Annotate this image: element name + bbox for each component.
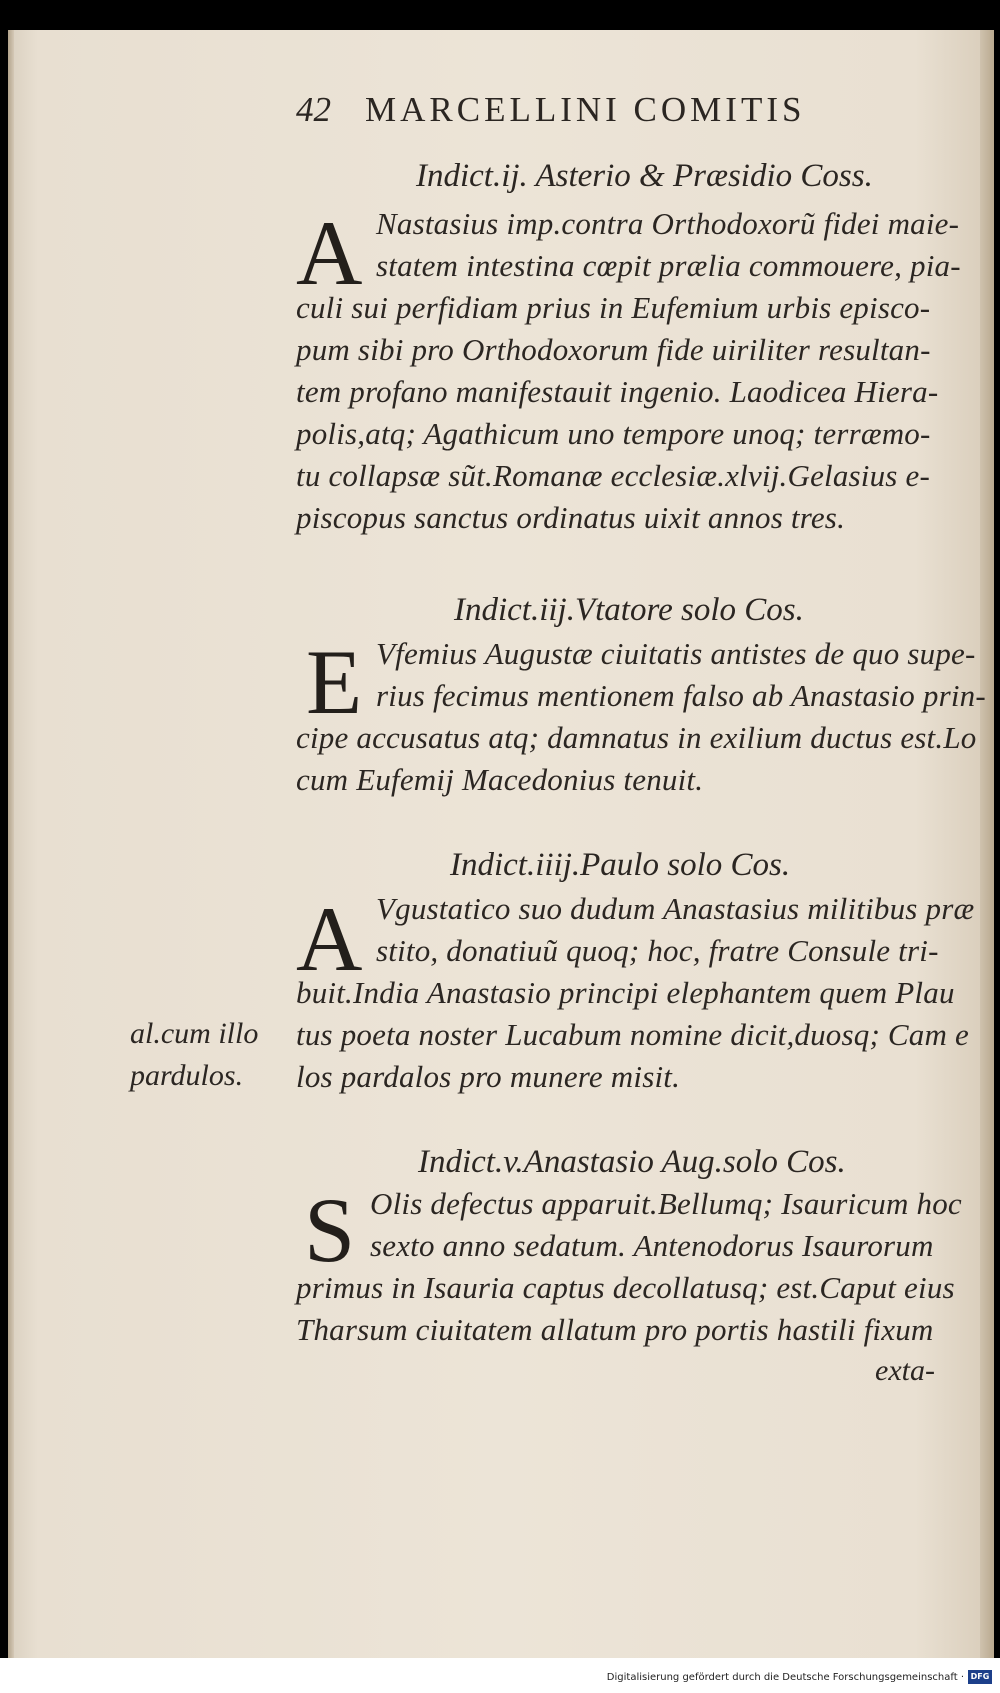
section-1-line-6: polis,atq; Agathicum uno tempore unoq; terræmo- bbox=[296, 416, 931, 451]
section-3-line-5: los pardalos pro munere misit. bbox=[296, 1059, 681, 1094]
section-3-line-1: Vgustatico suo dudum Anastasius militibus præ bbox=[376, 891, 975, 926]
drop-initial-4: S bbox=[304, 1179, 356, 1281]
drop-initial-3: A bbox=[296, 888, 363, 990]
section-heading-4: Indict.v.Anastasio Aug.solo Cos. bbox=[418, 1144, 846, 1180]
section-1-line-4: pum sibi pro Orthodoxorum fide uiriliter resultan- bbox=[296, 332, 931, 367]
section-1-line-7: tu collapsæ sũt.Romanæ ecclesiæ.xlvij.Gelasius e- bbox=[296, 458, 931, 493]
section-1-line-5: tem profano manifestauit ingenio. Laodicea Hiera- bbox=[296, 374, 939, 409]
section-4-line-4: Tharsum ciuitatem allatum pro portis hastili fixum bbox=[296, 1312, 934, 1347]
section-4-line-3: primus in Isauria captus decollatusq; est.Caput eius bbox=[296, 1270, 955, 1305]
page-right-edge bbox=[980, 30, 994, 1658]
section-4-line-2: sexto anno sedatum. Antenodorus Isaurorum bbox=[370, 1228, 934, 1263]
marginal-note-line-2: pardulos. bbox=[130, 1059, 244, 1092]
section-heading-2: Indict.iij.Vtatore solo Cos. bbox=[454, 592, 804, 628]
running-title: MARCELLINI COMITIS bbox=[365, 90, 806, 129]
section-2-line-2: rius fecimus mentionem falso ab Anastasio prin- bbox=[376, 678, 986, 713]
section-1-line-8: piscopus sanctus ordinatus uixit annos tres. bbox=[296, 500, 846, 535]
running-header bbox=[296, 90, 916, 130]
drop-initial-2: E bbox=[306, 631, 363, 733]
section-2-line-1: Vfemius Augustæ ciuitatis antistes de quo supe- bbox=[376, 636, 976, 671]
digitization-credit: Digitalisierung gefördert durch die Deutsche Forschungsgemeinschaft · bbox=[606, 1672, 964, 1683]
page-left-edge bbox=[8, 30, 14, 1658]
section-1-line-1: Nastasius imp.contra Orthodoxorũ fidei maie- bbox=[376, 206, 960, 241]
section-1-line-3: culi sui perfidiam prius in Eufemium urbis episco- bbox=[296, 290, 931, 325]
section-3-line-2: stito, donatiuũ quoq; hoc, fratre Consule tri- bbox=[376, 933, 939, 968]
section-heading-3: Indict.iiij.Paulo solo Cos. bbox=[450, 847, 791, 883]
dfg-logo-icon[interactable]: DFG bbox=[968, 1670, 992, 1684]
section-2-line-3: cipe accusatus atq; damnatus in exilium ductus est.Lo bbox=[296, 720, 977, 755]
section-3-line-4: tus poeta noster Lucabum nomine dicit,duosq; Cam e bbox=[296, 1017, 970, 1052]
page-number: 42 bbox=[296, 90, 331, 129]
section-4-line-1: Olis defectus apparuit.Bellumq; Isauricum hoc bbox=[370, 1186, 962, 1221]
section-heading-1: Indict.ij. Asterio & Præsidio Coss. bbox=[416, 158, 873, 194]
catchword: exta- bbox=[875, 1354, 935, 1387]
section-3-line-3: buit.India Anastasio principi elephantem quem Plau bbox=[296, 975, 955, 1010]
drop-initial-1: A bbox=[296, 202, 363, 304]
marginal-note-line-1: al.cum illo bbox=[130, 1017, 259, 1050]
section-1-line-2: statem intestina cœpit prælia commouere, pia- bbox=[376, 248, 961, 283]
section-2-line-4: cum Eufemij Macedonius tenuit. bbox=[296, 762, 704, 797]
